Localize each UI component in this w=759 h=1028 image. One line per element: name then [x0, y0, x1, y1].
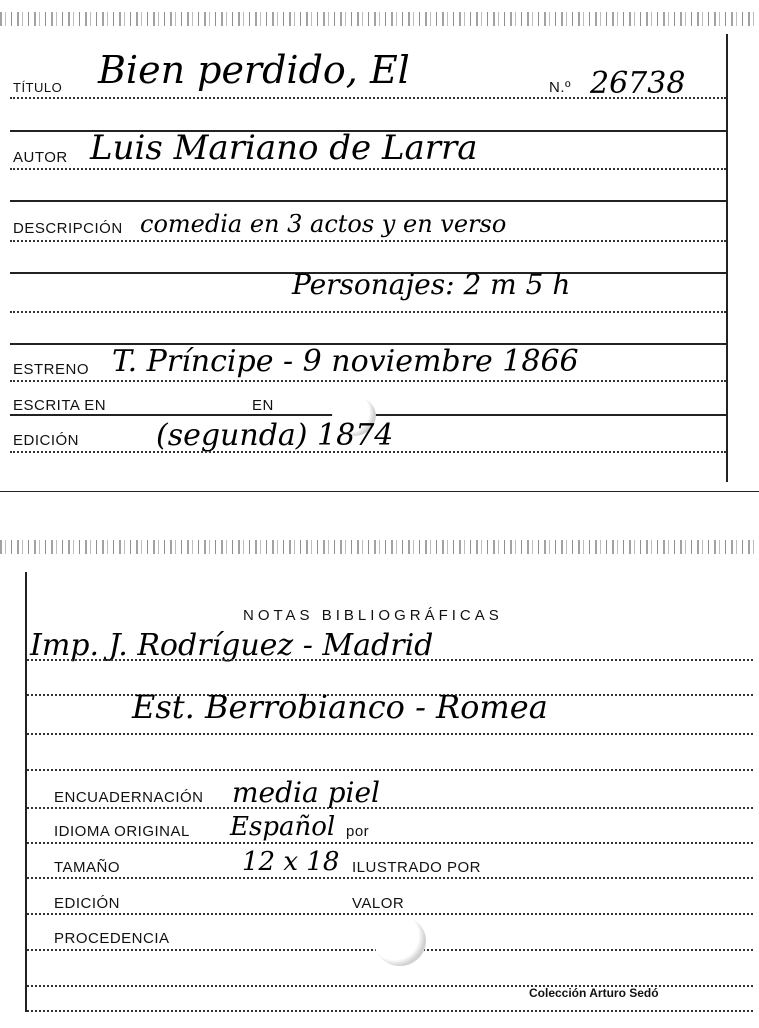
escrita-label: ESCRITA EN [13, 397, 107, 414]
scan-noise-top [0, 12, 759, 26]
rule [27, 733, 753, 735]
note-1: Imp. J. Rodríguez - Madrid [30, 628, 434, 663]
titulo-value: Bien perdido, El [98, 48, 410, 92]
scan-noise-bottom [0, 540, 759, 554]
valor-label: VALOR [352, 895, 405, 912]
card-left-border [25, 572, 27, 1012]
tamano-label: TAMAÑO [54, 859, 121, 876]
estreno-label: ESTRENO [13, 361, 90, 378]
stain-mark [374, 916, 426, 966]
rule [10, 97, 726, 99]
rule [27, 877, 753, 879]
descripcion-value-2: Personajes: 2 m 5 h [292, 268, 571, 301]
edicion-label: EDICIÓN [13, 432, 80, 449]
card-bottom-edge [0, 491, 759, 492]
idioma-value: Español [230, 812, 336, 842]
estreno-value: T. Príncipe - 9 noviembre 1866 [112, 344, 579, 379]
rule [10, 240, 726, 242]
encuadernacion-value: media piel [232, 776, 380, 809]
rule [10, 311, 726, 313]
autor-label: AUTOR [13, 149, 68, 166]
numero-label: N.º [549, 79, 571, 96]
note-2: Est. Berrobianco - Romea [132, 688, 548, 726]
rule [27, 659, 753, 661]
edicion-value: (segunda) 1874 [156, 418, 394, 453]
encuadernacion-label: ENCUADERNACIÓN [54, 789, 204, 806]
numero-value: 26738 [590, 66, 686, 101]
titulo-label: TÍTULO [13, 80, 63, 95]
descripcion-label: DESCRIPCIÓN [13, 220, 123, 237]
catalog-card-front [0, 0, 759, 500]
escrita-en-label: EN [252, 397, 274, 414]
coleccion-credit: Colección Arturo Sedó [529, 986, 659, 1000]
notas-heading: NOTAS BIBLIOGRÁFICAS [243, 607, 503, 624]
por-label: por [346, 823, 370, 840]
tamano-value: 12 x 18 [242, 847, 340, 877]
idioma-label: IDIOMA ORIGINAL [54, 823, 190, 840]
procedencia-label: PROCEDENCIA [54, 930, 170, 947]
rule [10, 380, 726, 382]
rule [10, 168, 726, 170]
rule [27, 913, 753, 915]
ilustrado-label: ILUSTRADO POR [352, 859, 482, 876]
rule [27, 1010, 753, 1012]
rule [27, 807, 753, 809]
rule [10, 200, 726, 202]
descripcion-value: comedia en 3 actos y en verso [140, 210, 507, 238]
autor-value: Luis Mariano de Larra [90, 128, 478, 168]
rule [27, 842, 753, 844]
catalog-card-back [0, 540, 759, 1028]
edicion-label-back: EDICIÓN [54, 895, 121, 912]
rule [27, 769, 753, 771]
card-right-border [726, 34, 728, 482]
rule [10, 451, 726, 453]
